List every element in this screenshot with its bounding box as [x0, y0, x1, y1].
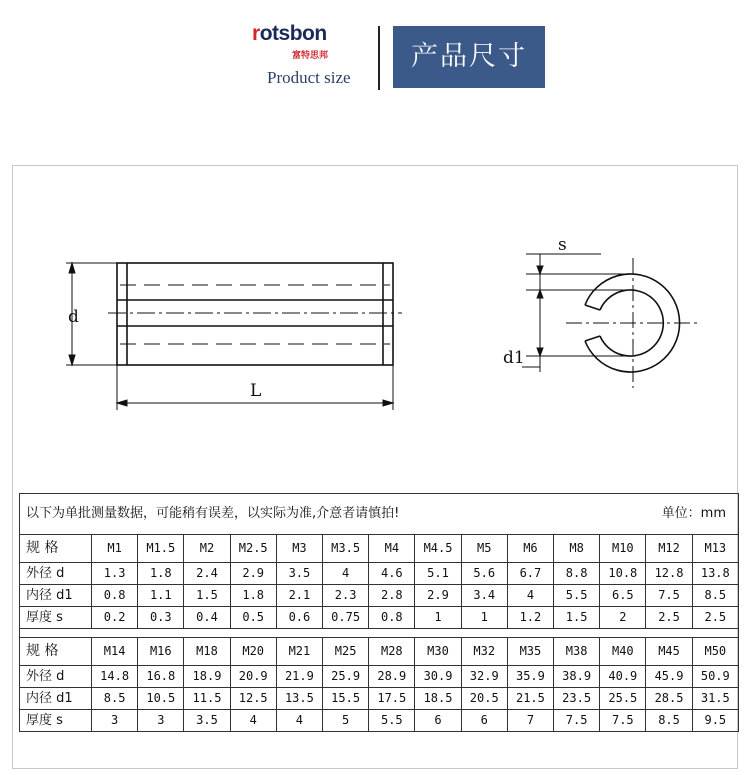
table-cell: 0.8: [369, 607, 415, 629]
table-cell: 40.9: [600, 666, 646, 688]
table-cell: M18: [184, 638, 230, 666]
table-note: 以下为单批测量数据，可能稍有误差，以实际为准,介意者请慎拍! 单位：mm: [20, 494, 739, 535]
table-cell: M32: [461, 638, 507, 666]
table-cell: 45.9: [646, 666, 692, 688]
table-cell: 28.9: [369, 666, 415, 688]
table-cell: M6: [507, 535, 553, 563]
table-cell: M2.5: [230, 535, 276, 563]
table-cell: 4.6: [369, 563, 415, 585]
table-cell: M13: [692, 535, 738, 563]
table-cell: 7.5: [600, 710, 646, 732]
table-cell: 8.5: [646, 710, 692, 732]
table-cell: 2: [600, 607, 646, 629]
table-cell: M3: [276, 535, 322, 563]
table-cell: 2.5: [692, 607, 738, 629]
unit-label: 单位：mm: [661, 506, 726, 521]
table-cell: 4: [507, 585, 553, 607]
table-cell: M28: [369, 638, 415, 666]
row-label: 内径 d1: [20, 585, 92, 607]
row-label: 规 格: [20, 535, 92, 563]
table-cell: M14: [92, 638, 138, 666]
table-cell: 18.5: [415, 688, 461, 710]
table-cell: M10: [600, 535, 646, 563]
table-cell: 2.1: [276, 585, 322, 607]
table-cell: 6.5: [600, 585, 646, 607]
table-row-outer: [20, 563, 739, 585]
table-cell: M2: [184, 535, 230, 563]
spec-table: [19, 493, 739, 732]
table-cell: 11.5: [184, 688, 230, 710]
table-cell: M1.5: [138, 535, 184, 563]
table-cell: 2.8: [369, 585, 415, 607]
row-label: 规 格: [20, 638, 92, 666]
label-L: L: [250, 381, 262, 401]
table-cell: 5.5: [369, 710, 415, 732]
table-cell: 1.1: [138, 585, 184, 607]
table-cell: M8: [554, 535, 600, 563]
pin-end-view: [566, 258, 700, 388]
table-cell: 25.9: [323, 666, 369, 688]
table-cell: 20.5: [461, 688, 507, 710]
table-cell: M30: [415, 638, 461, 666]
table-row-inner: [20, 585, 739, 607]
table-cell: 38.9: [554, 666, 600, 688]
table-cell: M5: [461, 535, 507, 563]
table-cell: 25.5: [600, 688, 646, 710]
table-cell: 3: [138, 710, 184, 732]
table-cell: M40: [600, 638, 646, 666]
row-label: 厚度 s: [20, 710, 92, 732]
table-row-thick: [20, 607, 739, 629]
table-cell: 8.5: [692, 585, 738, 607]
table-cell: 13.5: [276, 688, 322, 710]
table-cell: 0.8: [92, 585, 138, 607]
table-cell: M21: [276, 638, 322, 666]
page-title: 产品尺寸: [393, 26, 545, 88]
table-cell: 4: [323, 563, 369, 585]
table-cell: 1.5: [554, 607, 600, 629]
table-cell: 2.9: [230, 563, 276, 585]
table-cell: 18.9: [184, 666, 230, 688]
table-cell: 32.9: [461, 666, 507, 688]
table-cell: M4.5: [415, 535, 461, 563]
table-cell: 4: [276, 710, 322, 732]
table-cell: 10.5: [138, 688, 184, 710]
table-cell: 7.5: [646, 585, 692, 607]
table-cell: 7: [507, 710, 553, 732]
table-cell: 1.2: [507, 607, 553, 629]
table-cell: 5.5: [554, 585, 600, 607]
table-cell: M25: [323, 638, 369, 666]
table-cell: 13.8: [692, 563, 738, 585]
row-label: 外径 d: [20, 563, 92, 585]
label-d1: d1: [503, 348, 525, 368]
table-cell: 3: [92, 710, 138, 732]
table-cell: 2.4: [184, 563, 230, 585]
logo-chinese-name: 富特思邦: [292, 51, 329, 61]
table-cell: 21.5: [507, 688, 553, 710]
table-cell: 5.1: [415, 563, 461, 585]
table-cell: 0.3: [138, 607, 184, 629]
table-gap-row: [20, 629, 739, 638]
table-cell: 1.8: [138, 563, 184, 585]
logo-wordmark: rotsbon: [252, 22, 327, 45]
table-cell: 2.5: [646, 607, 692, 629]
table-cell: 50.9: [692, 666, 738, 688]
table-cell: M4: [369, 535, 415, 563]
table-cell: 0.6: [276, 607, 322, 629]
table-row-spec: [20, 638, 739, 666]
table-cell: 6: [461, 710, 507, 732]
table-cell: 12.8: [646, 563, 692, 585]
table-cell: 23.5: [554, 688, 600, 710]
table-cell: 3.4: [461, 585, 507, 607]
pin-side-view: [108, 263, 402, 365]
table-cell: 2.9: [415, 585, 461, 607]
table-cell: M1: [92, 535, 138, 563]
table-cell: 0.5: [230, 607, 276, 629]
table-row-spec: [20, 535, 739, 563]
label-s: s: [558, 235, 567, 255]
table-cell: 8.8: [554, 563, 600, 585]
table-cell: 30.9: [415, 666, 461, 688]
table-cell: M16: [138, 638, 184, 666]
table-cell: M45: [646, 638, 692, 666]
table-cell: 4: [230, 710, 276, 732]
pin-outline: [117, 263, 393, 365]
table-cell: 1: [461, 607, 507, 629]
table-cell: M50: [692, 638, 738, 666]
table-cell: 2.3: [323, 585, 369, 607]
table-cell: 21.9: [276, 666, 322, 688]
table-cell: M35: [507, 638, 553, 666]
table-cell: 8.5: [92, 688, 138, 710]
table-cell: 3.5: [184, 710, 230, 732]
table-cell: 3.5: [276, 563, 322, 585]
table-cell: 10.8: [600, 563, 646, 585]
table-cell: 6.7: [507, 563, 553, 585]
table-cell: M12: [646, 535, 692, 563]
table-cell: 20.9: [230, 666, 276, 688]
table-cell: 14.8: [92, 666, 138, 688]
table-cell: M20: [230, 638, 276, 666]
table-cell: 31.5: [692, 688, 738, 710]
table-cell: 1: [415, 607, 461, 629]
table-cell: 0.4: [184, 607, 230, 629]
table-cell: 5.6: [461, 563, 507, 585]
table-cell: 7.5: [554, 710, 600, 732]
table-cell: 9.5: [692, 710, 738, 732]
table-row-outer: [20, 666, 739, 688]
table-cell: 1.3: [92, 563, 138, 585]
table-cell: 17.5: [369, 688, 415, 710]
table-cell: 28.5: [646, 688, 692, 710]
dimension-s-d1: [522, 254, 633, 372]
table-cell: 6: [415, 710, 461, 732]
product-size-caption: Product size: [267, 68, 351, 87]
row-label: 外径 d: [20, 666, 92, 688]
table-cell: 0.75: [323, 607, 369, 629]
table-cell: 16.8: [138, 666, 184, 688]
table-cell: 1.5: [184, 585, 230, 607]
table-cell: 5: [323, 710, 369, 732]
table-row-inner: [20, 688, 739, 710]
table-cell: 1.8: [230, 585, 276, 607]
table-cell: M38: [554, 638, 600, 666]
table-cell: M3.5: [323, 535, 369, 563]
label-d: d: [68, 307, 79, 327]
table-row-thick: [20, 710, 739, 732]
table-cell: 0.2: [92, 607, 138, 629]
row-label: 厚度 s: [20, 607, 92, 629]
table-cell: 35.9: [507, 666, 553, 688]
table-cell: 12.5: [230, 688, 276, 710]
row-label: 内径 d1: [20, 688, 92, 710]
table-cell: 15.5: [323, 688, 369, 710]
